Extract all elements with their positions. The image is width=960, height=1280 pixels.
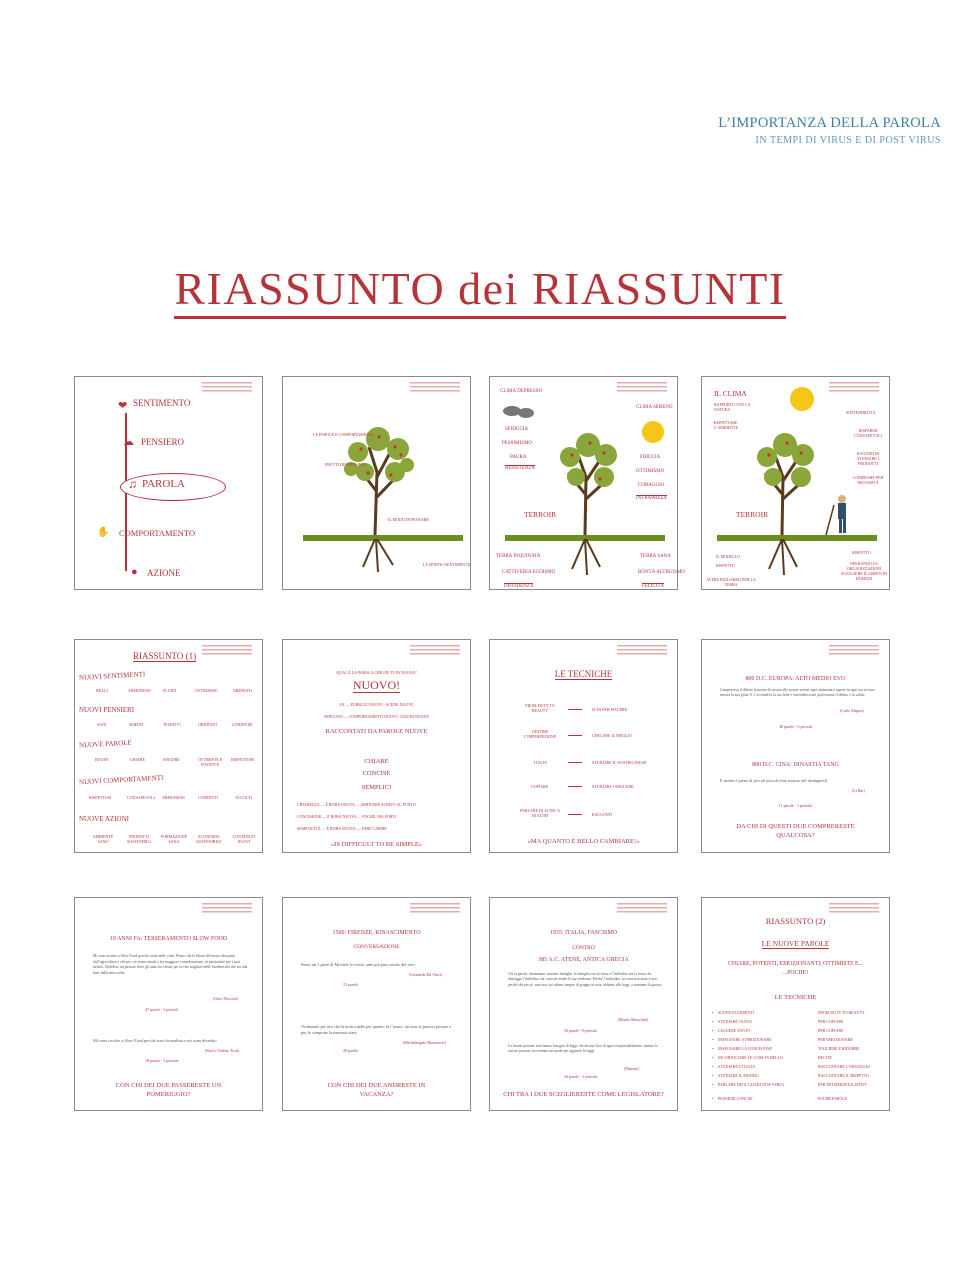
climate-left-1: SFIDUCIA (505, 427, 529, 432)
mini-header (198, 381, 256, 394)
slide11-meta1: 56 parole - 9 periodi (564, 1028, 597, 1033)
row-item: AMBIENTE SANO (92, 834, 114, 844)
mini-header (406, 644, 464, 657)
slide10-subtitle: CONVERSAZIONE (353, 944, 400, 950)
row-item: SERENI (129, 722, 143, 727)
slide-thumbnail-7[interactable] (489, 639, 678, 853)
right-sostenibilita: SOSTENIBILITÀ (846, 410, 876, 415)
slide10-meta1: 15 parole (343, 982, 358, 987)
row-item: PRODOTTI SOSTENIBILI (126, 834, 152, 844)
row-item: CONDIVISI (232, 722, 253, 727)
tech-left: STUDIARE L’ITALIA (718, 1064, 756, 1069)
bottom-left-3: DIFFIDENZA (504, 584, 534, 589)
slide12-techniques-title: LE TECNICHE (774, 994, 817, 1001)
tech-right-5: RACCONTI (592, 812, 613, 817)
slide10-quote2: Ordinando per uso che la nostra bella per quanto fu l’uomo, ma non le potessi portare e per la comprare la mancata stare (301, 1024, 451, 1035)
header-title: L’IMPORTANZA DELLA PAROLA (718, 115, 941, 131)
tech-left-1: FROM DUTY TO BEAUTY (525, 703, 555, 713)
right-ragioni: RAGIONI DI STUDIARE I PRODOTTI (856, 451, 880, 466)
bottom-right-rispetto: RISPETTO (852, 550, 871, 555)
tree-label-pensare: IL MODO DI PENSARE (388, 517, 429, 522)
dash (568, 814, 582, 815)
right-risparmi: RISPARMI CONSAPEVOLI (854, 428, 882, 438)
tecniche-title: LE TECNICHE (554, 669, 613, 679)
tech-left: LEGGERE TANTO (718, 1028, 751, 1033)
row-heading-sentimenti: NUOVI SENTIMENTI (78, 670, 146, 682)
slide-thumbnail-2[interactable] (282, 376, 471, 590)
tech-left-3: ITALIA (534, 760, 548, 765)
tech-right: PER EMOZIONARE (818, 1037, 853, 1042)
climate-right-4: INTRAPRESA (636, 496, 667, 501)
bottom-left-modello: IL MODELLO (716, 554, 741, 559)
row-item: CONSAPEVOLI (127, 795, 155, 800)
tech-left: INCORNICIARE LE COSE IN BELLO (718, 1055, 783, 1060)
row-item: ECONOMIA SOSTENIBILE (196, 834, 222, 844)
row-item: COERENTI (198, 795, 218, 800)
climate-right-1: FIDUCIA (640, 455, 661, 460)
row-item: ARMONIOSI (162, 795, 185, 800)
tech-right: RECITE (818, 1055, 832, 1060)
tech-right-1: SI FA PER PIACERE (592, 707, 628, 712)
row-item: SINCERE (163, 757, 180, 762)
slide10-footer: CON CHI DEI DUE ANDRESTE IN VACANZA? (327, 1082, 426, 1098)
tree-label-frutti: FRUTTI DEI PENSIERI (325, 462, 366, 467)
slide9-quote1: Mi sono iscritto a Slow Food perché credo nelle virtù. Penso che la filiera del buon cibo parta dall’agricoltura e che per ciò siamo tenuti a far maggiore considerazione, in particolare per i suoi nemici. Desidero un passato dove gli anni sia vissuti per la vita migliore delle biodiversità che mi alla base della mia scelta. (93, 954, 248, 975)
music-note-icon: ♫ (128, 477, 137, 491)
slide9-quote2: Mi sono iscritto a Slow Food perché sono formalista e mi sono divertito (93, 1038, 217, 1043)
slide10-title: 1500: FIRENZE, RINASCIMENTO (332, 930, 421, 936)
tree-illustration (283, 377, 472, 591)
bottom-left-avere: AVERE RIGUARDO PER LA TERRA (706, 577, 756, 587)
slide9-meta2: 18 parole - 1 periodo (145, 1058, 179, 1063)
slide11-author1: (Benito Mussolini) (618, 1017, 649, 1022)
row-item: RISPETTOSE (231, 757, 255, 762)
bottom-left-1: TERRA INQUINATA (496, 554, 541, 559)
slide10-meta2: 26 parole (343, 1048, 358, 1053)
slide8-author2: (Li Bai) (852, 788, 865, 793)
slide-thumbnail-8[interactable] (701, 639, 890, 853)
header-subtitle: IN TEMPI DI VIRUS E DI POST VIRUS (755, 135, 941, 146)
row-item: BUONE (95, 757, 109, 762)
climate-left-3: PAURA (510, 455, 527, 460)
slide6-big (283, 678, 470, 693)
mini-header (825, 902, 883, 915)
slide11-subtitle: 385 A.C. ATENE, ANTICA GRECIA (538, 957, 629, 963)
bottom-right-3: FELICITÀ (642, 584, 665, 589)
slide-thumbnail-5[interactable] (74, 639, 263, 853)
bullet-icon: • (712, 1037, 714, 1042)
tech-right: RACCONTARE IL RISPETTO (818, 1073, 870, 1078)
climate-right-2: OTTIMISMO (636, 469, 665, 474)
slide11-footer: CHI TRA I DUE SCEGLIERESTE COME LEGISLATORE? (503, 1091, 664, 1098)
row-item: CONTENUTI NUOVI (232, 834, 256, 844)
tech-right: TOGLIERE E RIDURRE (818, 1046, 860, 1051)
climate-left-2: PESSIMISMO (502, 441, 533, 446)
dash (568, 786, 582, 787)
slide-thumbnail-10[interactable] (282, 897, 471, 1111)
slide7-title (490, 669, 677, 679)
row-heading-pensieri: NUOVI PENSIERI (79, 706, 135, 714)
tech-right-2: CERCARE IL MEGLIO (592, 733, 632, 738)
flow-item-parola: PAROLA (142, 478, 185, 490)
row-item: POSITIVI (164, 722, 181, 727)
slide11-title: 1935: ITALIA, FASCISMO (549, 930, 618, 936)
tech-right: PER DEI MERAVIGLIATIVI (818, 1082, 867, 1087)
tech-right: PER COPIARE (818, 1019, 844, 1024)
row-item: ARMONIOSI (128, 688, 151, 693)
slide-thumbnail-4[interactable] (701, 376, 890, 590)
tech-right: FROM DUTY TO BEAUTY (818, 1010, 865, 1015)
nuove-parole-text: LE NUOVE PAROLE (761, 939, 830, 948)
slide-thumbnail-6[interactable] (282, 639, 471, 853)
slide12-subtitle (702, 939, 889, 948)
tech-right: RACCONTARE L’ORGOGLIO (818, 1064, 871, 1069)
slide10-author2: (Michelangelo Buonarroti) (403, 1040, 446, 1045)
slide8-meta1: 48 parole - 6 periodi (779, 724, 812, 729)
def-chiarezza: CHIAREZZA — È ROBA NUOVA — ARRIVARE SUBITO AL PUNTO (297, 802, 416, 807)
row-item: FORMAZIONE SANA (160, 834, 188, 844)
mini-header (613, 644, 671, 657)
slide11-author2: (Platone) (624, 1066, 639, 1071)
slide12-title: RIASSUNTO (2) (765, 916, 826, 926)
slide9-author1: (Gino Pascotto) (213, 996, 239, 1001)
bullet-icon: • (712, 1019, 714, 1024)
dash (568, 762, 582, 763)
row-heading-parole: NUOVE PAROLE (78, 738, 133, 750)
tech-left: PARLARE DEGLI ALTRI (DAVVERO) (718, 1082, 784, 1087)
slide8-title2: 800 D.C. CINA: DINASTIA TANG (752, 762, 839, 768)
slide8-footer: DA CHI DI QUESTI DUE COMPRERESTE QUALCOSA? (736, 823, 855, 839)
tech-left: INSEGNARE LA CONCISIONE (718, 1046, 772, 1051)
slide8-title1: 800 D.C. EUROPA: ALTO MEDIO EVO (745, 676, 846, 682)
slide6-racconta: RACCONTATI DA PAROLE NUOVE (325, 728, 428, 735)
tech-left-5: PARLARE DI ALTRI, A DI ALTRI (520, 808, 560, 818)
row-item: REALI (96, 688, 108, 693)
slide11-meta2: 26 parole - 1 periodo (564, 1074, 598, 1079)
bullet-icon: • (712, 1028, 714, 1033)
row-item: SANI (97, 722, 107, 727)
row-item: OTTIMISMO (195, 688, 218, 693)
bottom-right-operando: OPERANDO LE ORGANIZZAZIONI SCEGLIERE IL GREEN DI DOMANI (841, 561, 887, 581)
climate-right-3: CORAGGIO (638, 483, 665, 488)
def-semplicita: SEMPLICITÀ — È ROBA NUOVA — FARE CAPIRE (297, 826, 387, 831)
flow-item-azione: AZIONE (147, 568, 181, 578)
row-item: ORDINATI (233, 688, 252, 693)
tech-left-2: GESTIRE L’IMPERFEZIONE (523, 729, 557, 739)
brain-icon: ☁ (123, 436, 134, 448)
bullet-icon: • (712, 1082, 714, 1087)
slide-thumbnail-1[interactable] (74, 376, 263, 590)
row-item: ACCOLTI (235, 795, 252, 800)
slide11-quote2: Le buone persone non hanno bisogno di leggi che dicono loro di agire responsabilmente, mentre le cattive persone troveranno un modo per aggirare le leggi. (508, 1044, 658, 1054)
climate-right-title: CLIMA SERENO (636, 405, 673, 410)
slide6-line1: US — PUBBLICI NUOVI - SCENE NUOVE (339, 702, 414, 707)
slide8-quote2: Il monte è pieno di piccoli piccoli fiori arancio nel distinguerli (720, 778, 828, 783)
slide7-footer: «MA QUANTO È BELLO CAMBIARE!» (527, 838, 640, 845)
slide-thumbnail-12[interactable] (701, 897, 890, 1111)
climate-left-title: CLIMA DEPRESSO (500, 389, 543, 394)
dash (568, 709, 582, 710)
bottom-left-rispetto: RISPETTO (716, 563, 735, 568)
row-heading-azioni: NUOVE AZIONI (79, 815, 129, 823)
slide9-title: 10 ANNI FA: TESSERAMENTO SLOW FOOD (109, 936, 228, 942)
tech-left: SCONVOLGIMENTI (718, 1010, 754, 1015)
slide-thumbnail-9[interactable] (74, 897, 263, 1111)
slide11-quote1: Chi la parola, chiamiamo, nessuna famiglia, la famiglia con la forza e l’individuo ma la forza che distrugge l’individuo ela costa da render le sue evidenze. Perché l’individuo, la costa non aiuta a non perché dei per sé, non esso, né ultimo sempre di gruppo in cosa, abbiatte alle leggi, a seminare la guerra. (508, 972, 663, 987)
terroir-label: TERROIR (736, 510, 769, 519)
bullet-icon: • (712, 1064, 714, 1069)
slide8-quote1: Compiaceva il diletto la mente di recarsi alle poesie serene ogni settimana e sapere in ogni ora trovare ancora la sua gioia. E s’accendeva la sua fede e confondeva nel professarne il diletto e la salute. (720, 688, 875, 698)
mini-header (198, 902, 256, 915)
slide12-desc: CHIARE, POTENTI, EMOZIONANTI, OTTIMISTE E... ...POCHE! (728, 961, 863, 976)
slide6-question: QUAL È LA PAROLA CHE PIÙ TI FA NUOVA? (336, 670, 417, 675)
slide10-quote1: Sento un 1 parte di Michele la verità, amo più puro anche del vero (301, 962, 415, 967)
word-chiare: CHIARE (364, 758, 389, 765)
document-header (718, 115, 941, 146)
word-semplici: SEMPLICI (361, 784, 392, 791)
hands-icon: ✋ (97, 527, 110, 538)
bottom-right-1: TERRA SANA (640, 554, 671, 559)
row-item: RISPETTOSI (89, 795, 112, 800)
slide9-meta1: 47 parole - 3 periodi (145, 1007, 178, 1012)
row-item: OTTIMISTE E POSITIVE (197, 757, 223, 767)
tech-left: STUDIARE TANTO (718, 1019, 752, 1024)
row-heading-comportamenti: NUOVI COMPORTAMENTI (78, 773, 164, 787)
slide9-footer: CON CHI DEI DUE PASSERESTE UN POMERIGGIO? (115, 1082, 222, 1098)
slide11-contro: CONTRO (572, 945, 595, 951)
tech-left: INSEGNARE A EMOZIONARE (718, 1037, 772, 1042)
tech-left-4: COPIARE (531, 784, 549, 789)
riassunto1-title: RIASSUNTO (1) (133, 651, 197, 661)
page-title-text: RIASSUNTO dei RIASSUNTI (174, 263, 785, 319)
tech-left: STUDIARE IL MONDO (718, 1073, 759, 1078)
flow-item-comportamento: COMPORTAMENTO (119, 528, 196, 538)
bottom-left-2: CATTIVERIA EGOISMO (502, 570, 556, 575)
slide8-author1: (Carlo Magno) (840, 708, 864, 713)
tree-label-spinte: LE SPINTE (SENTIMENTI) (423, 562, 471, 567)
clima-rapporto: RAPPORTO CON LA NATURA (714, 402, 751, 412)
bullet-icon: • (712, 1073, 714, 1078)
tree-label-parole: LE PAROLE E COMPORTAMENTI (313, 432, 373, 437)
flow-item-pensiero: PENSIERO (141, 437, 185, 447)
heart-icon: ❤ (118, 400, 128, 412)
terroir-label: TERROIR (524, 510, 557, 519)
row-item: ORDINATI (198, 722, 217, 727)
slide9-author2: (Sissi e Valerio Tosti) (205, 1048, 240, 1053)
tech-right-4: STUDIARE I MIGLIORI (592, 784, 634, 789)
slide10-author1: (Leonardo Da Vinci) (409, 972, 443, 977)
climate-left-4: RESISTENZA (505, 466, 535, 471)
row-item: FLUIDI (163, 688, 177, 693)
bullet-icon: • (712, 1010, 714, 1015)
slide6-footer: «IS DIFFICULT TO BE SIMPLE» (330, 841, 423, 848)
slide6-line2: SERVONO — COMPORTAMENTI NUOVI - AZIONI NUOVE (324, 714, 429, 719)
page-title (0, 262, 960, 315)
mini-header (198, 644, 256, 657)
mini-header (825, 644, 883, 657)
clima-rispettare: RISPETTARE L’AMBIENTE (714, 420, 739, 430)
flow-item-sentimento: SENTIMENTO (133, 398, 191, 408)
dash (568, 735, 582, 736)
tech-right: PER COPIARE (818, 1028, 844, 1033)
def-concisione: CONCISIONE — È ROBA NUOVA — POCHE, MA FORTI (297, 814, 396, 819)
word-concise: CONCISE (362, 770, 391, 777)
row-item: CHIARE (130, 757, 145, 762)
nuovo-text: NUOVO! (352, 678, 401, 692)
tech-left: PENSIERI CONCISI (718, 1096, 753, 1101)
bullet-icon: • (712, 1096, 714, 1101)
slide-thumbnail-3[interactable] (489, 376, 685, 590)
right-comprare: COMPRARE PER NECESSITÀ (852, 475, 884, 485)
bottom-right-2: BONTÀ ALTRUISMO (638, 570, 685, 575)
mini-header (613, 902, 671, 915)
tech-right: POCHE PAROLE (818, 1096, 848, 1101)
clima-title: IL CLIMA (714, 389, 747, 398)
bullet-icon: • (712, 1046, 714, 1051)
slide8-meta2: 11 parole - 1 periodo (778, 803, 813, 808)
slide-thumbnail-11[interactable] (489, 897, 678, 1111)
tech-right-3: STUDIARE IL NOSTRO PAESE (592, 760, 647, 765)
mini-header (406, 902, 464, 915)
bullet-icon: • (712, 1055, 714, 1060)
fist-icon: ● (131, 566, 138, 578)
